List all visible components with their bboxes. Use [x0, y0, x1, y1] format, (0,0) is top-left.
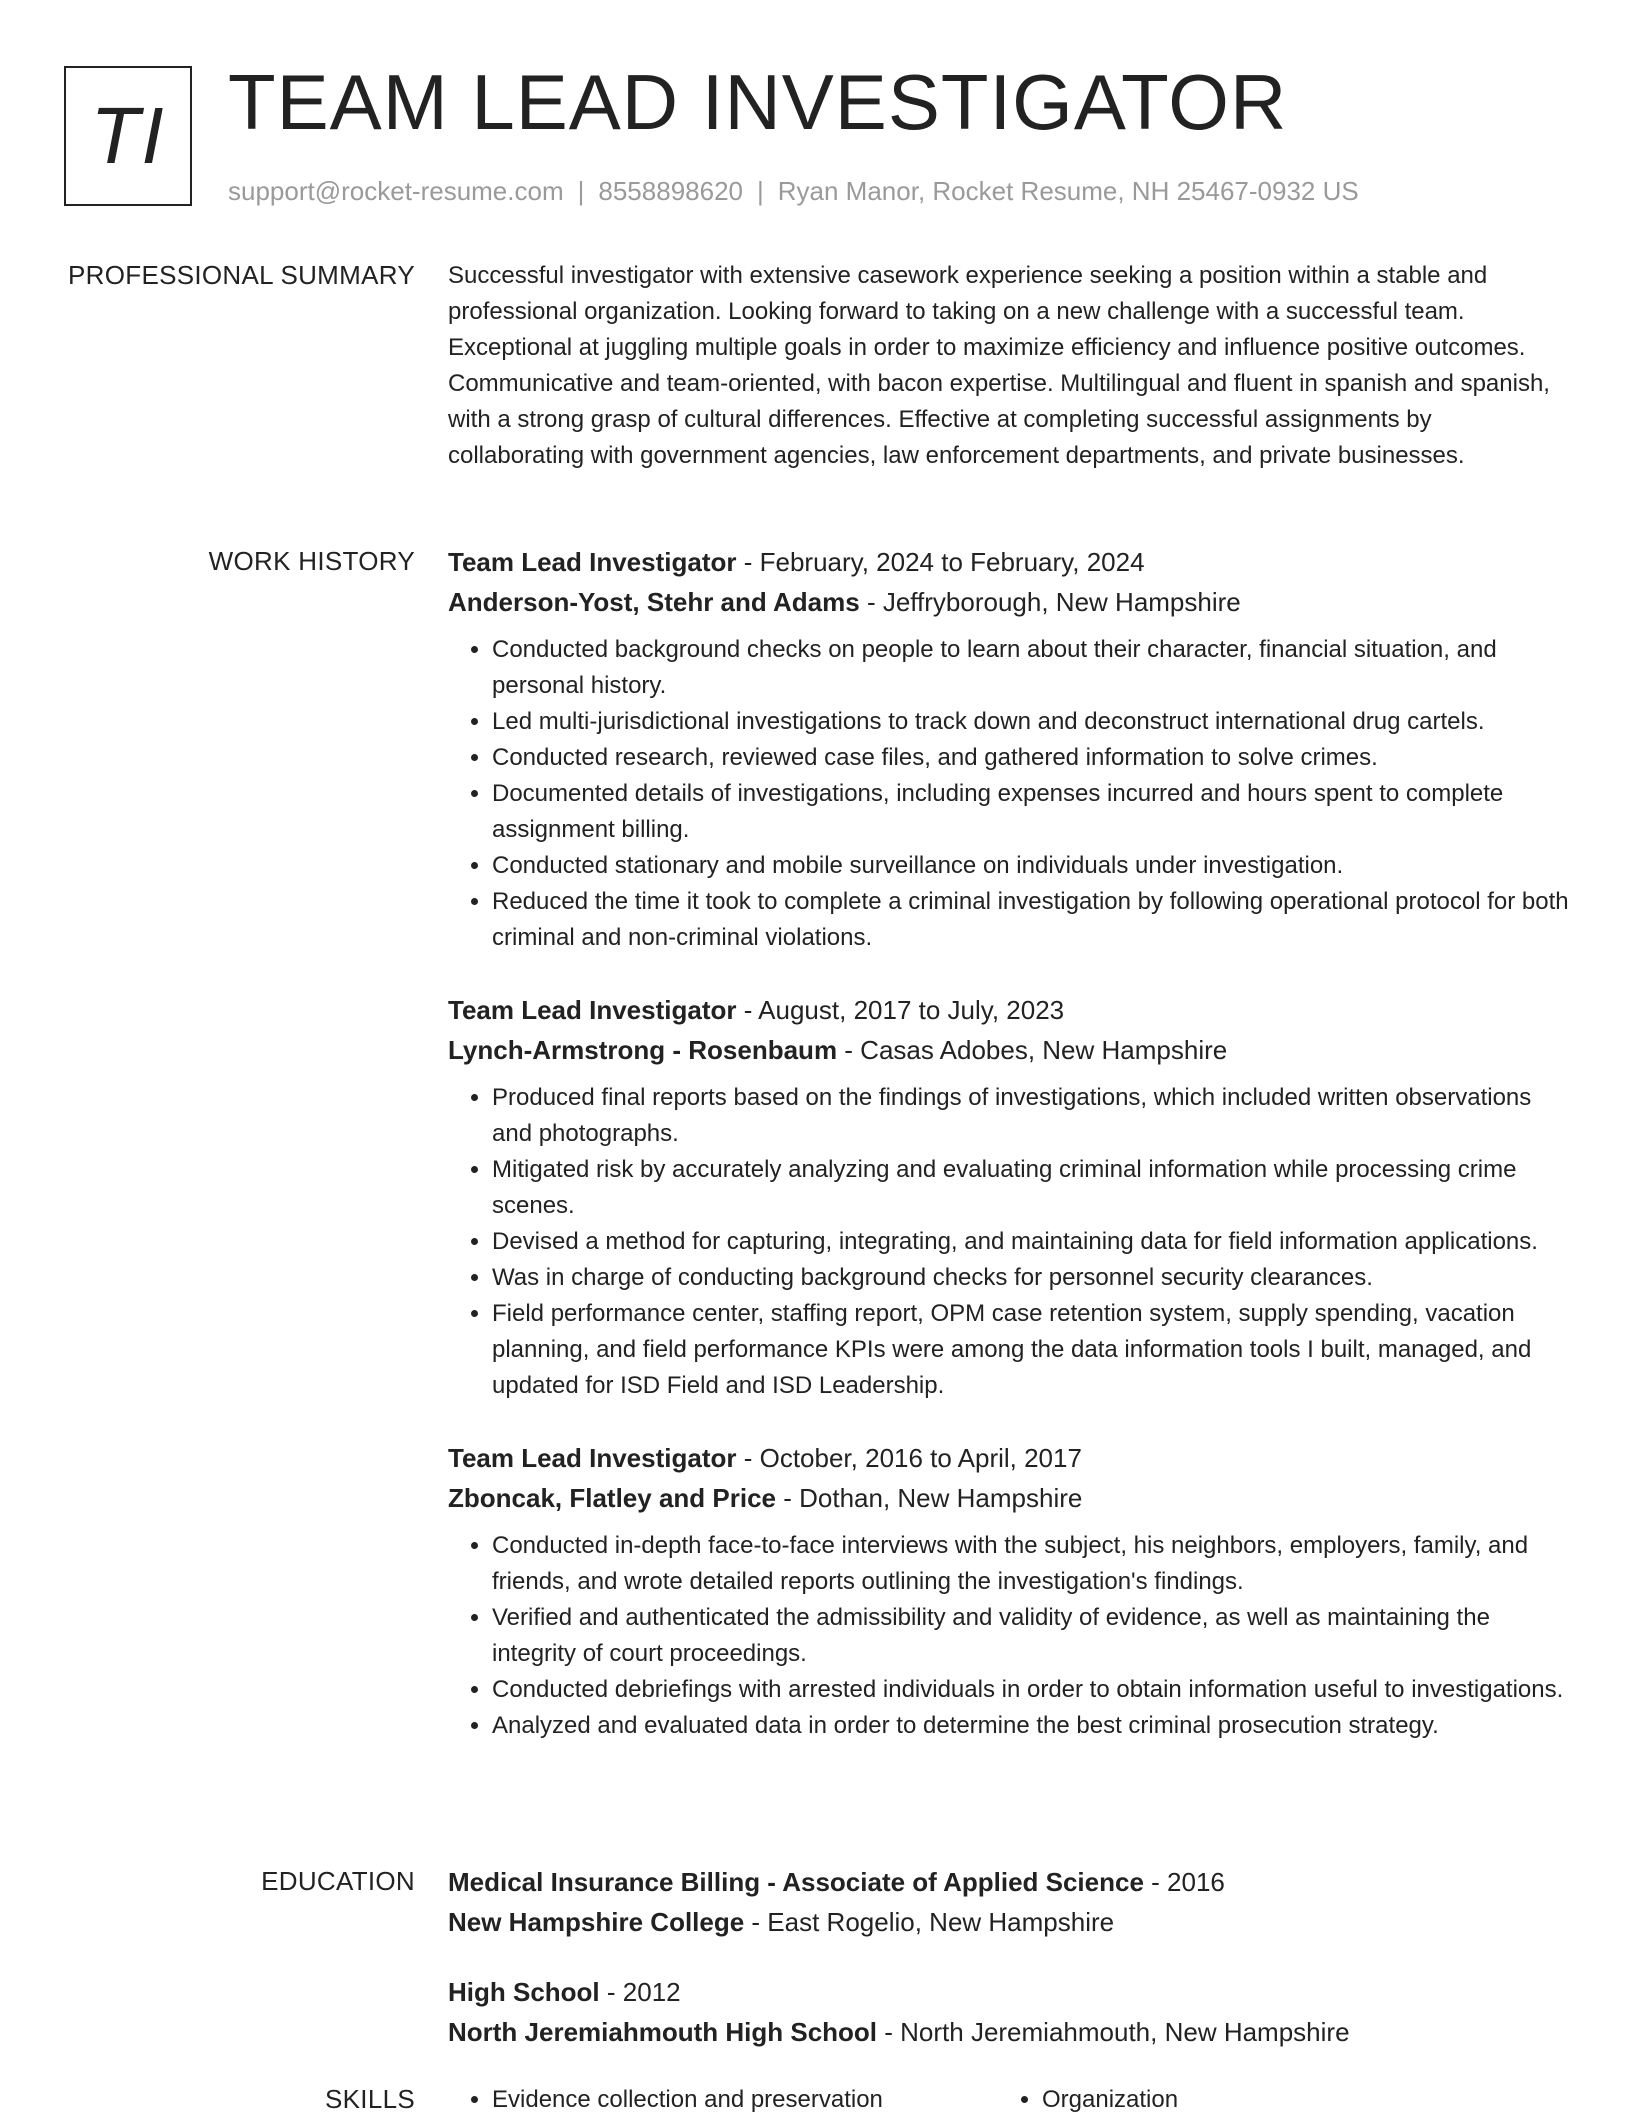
bullet-item: • Conducted debriefings with arrested individuals in order to obtain information useful to investigations. [492, 1672, 1572, 1708]
job-bullets [448, 1528, 1572, 1744]
phone: 8558898620 [598, 176, 743, 206]
job-entry [448, 542, 1572, 956]
job-company: Zboncak, Flatley and Price [448, 1483, 776, 1513]
education-school-line [448, 1902, 1572, 1942]
bullet-item: • Was in charge of conducting background checks for personnel security clearances. [492, 1260, 1572, 1296]
education-entry [448, 1862, 1572, 1942]
job-entry [448, 1438, 1572, 1744]
education-degree: Medical Insurance Billing - Associate of Applied Science [448, 1867, 1144, 1897]
job-location: - Jeffryborough, New Hampshire [859, 587, 1241, 617]
education-body [448, 1862, 1572, 2082]
job-title: Team Lead Investigator [448, 547, 737, 577]
bullet-item: • Produced final reports based on the findings of investigations, which included written observations and photographs. [492, 1080, 1572, 1152]
page-title: TEAM LEAD INVESTIGATOR [228, 58, 1288, 146]
job-bullets [448, 632, 1572, 956]
job-location: - Dothan, New Hampshire [776, 1483, 1083, 1513]
work-history-body [448, 542, 1572, 1778]
job-entry [448, 990, 1572, 1404]
bullet-item: • Led multi-jurisdictional investigations to track down and deconstruct international drug cartels. [492, 704, 1572, 740]
monogram-box [64, 66, 192, 206]
bullet-item: • Field performance center, staffing report, OPM case retention system, supply spending, vacation planning, and field performance KPIs were among the data information tools I built, managed, and updated for ISD Field and ISD Leadership. [492, 1296, 1572, 1404]
education-degree-line [448, 1972, 1572, 2012]
section-label-skills: SKILLS [325, 2084, 415, 2114]
bullet-item: • Conducted stationary and mobile surveillance on individuals under investigation. [492, 848, 1572, 884]
job-title-line [448, 542, 1572, 582]
job-dates: - October, 2016 to April, 2017 [736, 1443, 1082, 1473]
education-degree-line [448, 1862, 1572, 1902]
education-location: - North Jeremiahmouth, New Hampshire [877, 2017, 1350, 2047]
job-company-line [448, 1478, 1572, 1518]
section-label-summary: PROFESSIONAL SUMMARY [68, 260, 415, 290]
monogram-initials: TI [90, 91, 166, 180]
bullet-item: • Conducted research, reviewed case files, and gathered information to solve crimes. [492, 740, 1572, 776]
job-title: Team Lead Investigator [448, 1443, 737, 1473]
section-label-education: EDUCATION [261, 1866, 415, 1896]
job-title-line [448, 990, 1572, 1030]
education-location: - East Rogelio, New Hampshire [744, 1907, 1115, 1937]
bullet-item: • Devised a method for capturing, integrating, and maintaining data for field information applications. [492, 1224, 1572, 1260]
job-title: Team Lead Investigator [448, 995, 737, 1025]
education-school: New Hampshire College [448, 1907, 745, 1937]
separator: | [757, 176, 764, 206]
skill-item: • Organization [1042, 2082, 1548, 2118]
bullet-item: • Analyzed and evaluated data in order to determine the best criminal prosecution strategy. [492, 1708, 1572, 1744]
education-school: North Jeremiahmouth High School [448, 2017, 878, 2047]
address: Ryan Manor, Rocket Resume, NH 25467-0932 US [777, 176, 1359, 206]
bullet-item: • Documented details of investigations, including expenses incurred and hours spent to complete assignment billing. [492, 776, 1572, 848]
section-label-work-history: WORK HISTORY [208, 546, 415, 576]
bullet-item: • Conducted in-depth face-to-face interviews with the subject, his neighbors, employers, family, and friends, and wrote detailed reports outlining the investigation's findings. [492, 1528, 1572, 1600]
education-year: - 2012 [599, 1977, 681, 2007]
email: support@rocket-resume.com [228, 176, 564, 206]
education-entry [448, 1972, 1572, 2052]
skills-list [448, 2082, 1572, 2118]
job-location: - Casas Adobes, New Hampshire [837, 1035, 1228, 1065]
job-company: Lynch-Armstrong - Rosenbaum [448, 1035, 838, 1065]
contact-line [228, 176, 1359, 207]
job-title-line [448, 1438, 1572, 1478]
bullet-item: • Mitigated risk by accurately analyzing and evaluating criminal information while processing crime scenes. [492, 1152, 1572, 1224]
job-company-line [448, 582, 1572, 622]
education-degree: High School [448, 1977, 600, 2007]
job-dates: - February, 2024 to February, 2024 [736, 547, 1145, 577]
job-bullets [448, 1080, 1572, 1404]
job-dates: - August, 2017 to July, 2023 [736, 995, 1065, 1025]
job-company-line [448, 1030, 1572, 1070]
bullet-item: • Reduced the time it took to complete a criminal investigation by following operational protocol for both criminal and non-criminal violations. [492, 884, 1572, 956]
summary-text: Successful investigator with extensive casework experience seeking a position within a stable and professional organization. Looking forward to taking on a new challenge with a successful team. Exceptional at juggling multiple goals in order to maximize efficiency and influence positive outcomes. Communicative and team-oriented, with bacon expertise. Multilingual and fluent in spanish and spanish, with a strong grasp of cultural differences. Effective at completing successful assignments by collaborating with government agencies, law enforcement departments, and private businesses. [448, 262, 1550, 469]
education-school-line [448, 2012, 1572, 2052]
bullet-item: • Conducted background checks on people to learn about their character, financial situation, and personal history. [492, 632, 1572, 704]
job-company: Anderson-Yost, Stehr and Adams [448, 587, 860, 617]
bullet-item: • Verified and authenticated the admissibility and validity of evidence, as well as maintaining the integrity of court proceedings. [492, 1600, 1572, 1672]
skill-item: • Evidence collection and preservation [492, 2082, 998, 2118]
skills-body [448, 2082, 1572, 2118]
education-year: - 2016 [1143, 1867, 1225, 1897]
summary-body [448, 258, 1572, 474]
separator: | [577, 176, 585, 206]
